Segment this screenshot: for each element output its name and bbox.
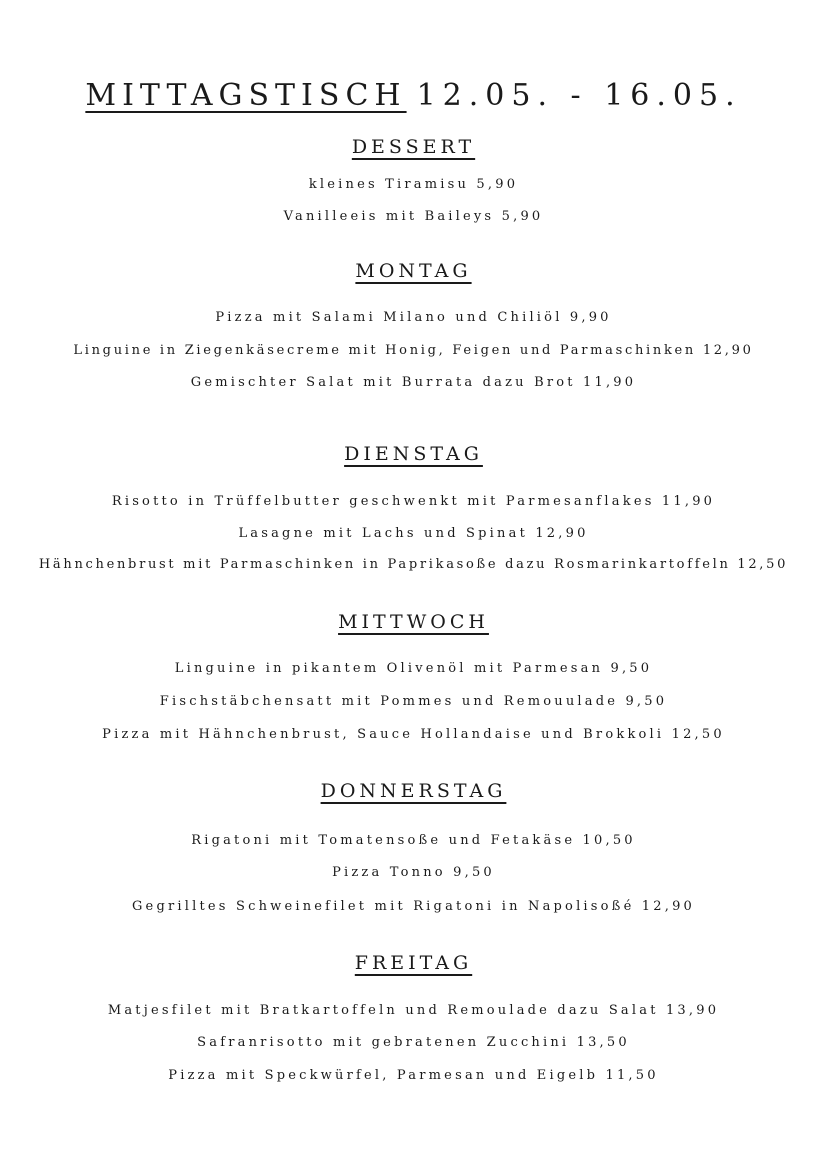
menu-item: Pizza mit Speckwürfel, Parmesan und Eigelb 11,50 [168, 1068, 659, 1083]
menu-item: Vanilleeis mit Baileys 5,90 [283, 209, 544, 224]
section-heading-montag: MONTAG [355, 260, 472, 282]
menu-item: Rigatoni mit Tomatensoße und Fetakäse 10,50 [191, 833, 636, 848]
menu-item: Hähnchenbrust mit Parmaschinken in Paprikasoße dazu Rosmarinkartoffeln 12,50 [38, 557, 789, 572]
menu-item: Safranrisotto mit gebratenen Zucchini 13,50 [197, 1035, 630, 1050]
menu-item: Pizza mit Salami Milano und Chiliöl 9,90 [215, 310, 612, 325]
section-heading-freitag: FREITAG [354, 952, 473, 974]
menu-item: Fischstäbchensatt mit Pommes und Remouulade 9,50 [159, 694, 668, 709]
menu-item: Linguine in Ziegenkäsecreme mit Honig, Feigen und Parmaschinken 12,90 [73, 343, 754, 358]
menu-item: Gemischter Salat mit Burrata dazu Brot 11,90 [190, 375, 637, 390]
menu-item: kleines Tiramisu 5,90 [308, 177, 519, 192]
menu-item: Matjesfilet mit Bratkartoffeln und Remoulade dazu Salat 13,90 [107, 1003, 720, 1018]
menu-item: Pizza Tonno 9,50 [332, 865, 495, 880]
menu-item: Gegrilltes Schweinefilet mit Rigatoni in Napolisoßé 12,90 [131, 899, 696, 914]
section-heading-donnerstag: DONNERSTAG [320, 780, 507, 802]
page-title [0, 76, 827, 116]
menu-item: Lasagne mit Lachs und Spinat 12,90 [238, 526, 589, 541]
menu-item: Risotto in Trüffelbutter geschwenkt mit Parmesanflakes 11,90 [111, 494, 716, 509]
menu-item: Pizza mit Hähnchenbrust, Sauce Hollandaise und Brokkoli 12,50 [102, 727, 725, 742]
section-heading-mittwoch: MITTWOCH [338, 611, 489, 633]
section-heading-dessert: DESSERT [351, 136, 476, 158]
section-heading-dienstag: DIENSTAG [344, 443, 483, 465]
menu-item: Linguine in pikantem Olivenöl mit Parmesan 9,50 [174, 661, 653, 676]
title-main: MITTAGSTISCH [85, 78, 407, 113]
title-dates: 12.05. - 16.05. [416, 78, 742, 113]
